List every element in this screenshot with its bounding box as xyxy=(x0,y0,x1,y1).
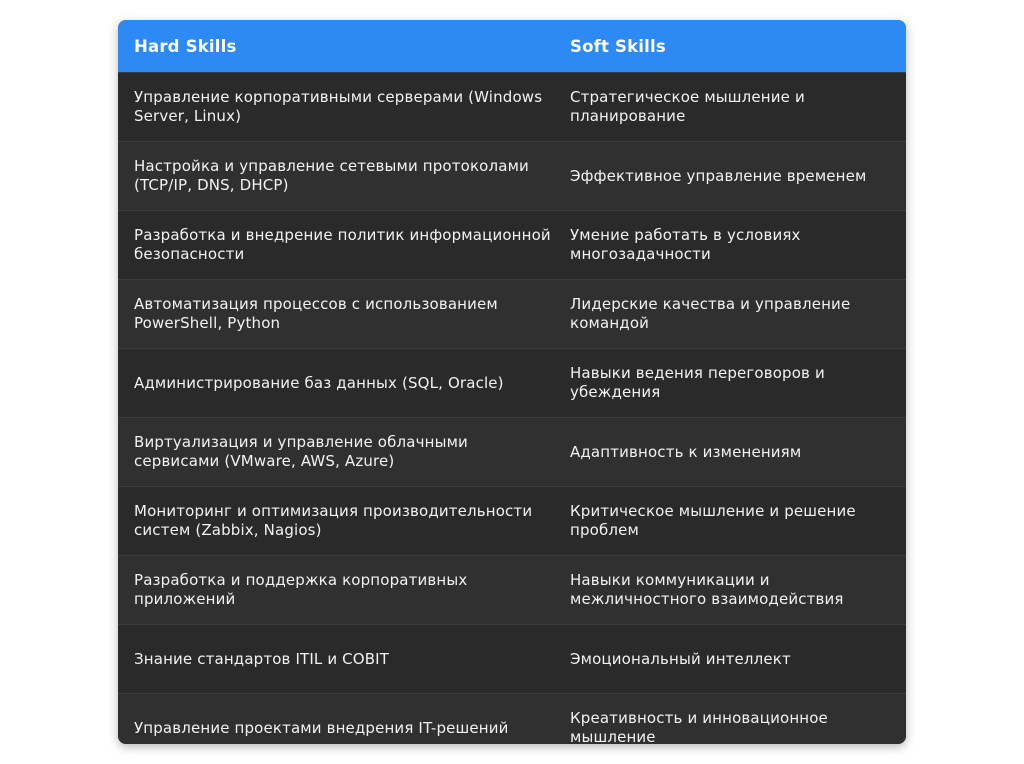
table-row xyxy=(118,693,906,744)
hard-skill-cell xyxy=(118,418,554,486)
hard-skill-text: Управление проектами внедрения IT-решений xyxy=(134,718,509,737)
soft-skill-cell xyxy=(554,487,906,555)
hard-skill-cell xyxy=(118,280,554,348)
table-row xyxy=(118,417,906,486)
soft-skill-cell xyxy=(554,625,906,693)
header-soft-skills: Soft Skills xyxy=(570,36,666,56)
table-row xyxy=(118,210,906,279)
table-header xyxy=(118,20,906,72)
hard-skill-text: Администрирование баз данных (SQL, Oracle) xyxy=(134,373,504,392)
soft-skill-text: Эффективное управление временем xyxy=(570,166,867,185)
soft-skill-cell xyxy=(554,280,906,348)
hard-skill-cell xyxy=(118,349,554,417)
table-row xyxy=(118,279,906,348)
soft-skill-text: Стратегическое мышление и планирование xyxy=(570,88,805,125)
hard-skill-text: Разработка и поддержка корпоративных приложений xyxy=(134,571,468,608)
hard-skill-cell xyxy=(118,556,554,624)
hard-skill-cell xyxy=(118,211,554,279)
hard-skill-text: Виртуализация и управление облачными сервисами (VMware, AWS, Azure) xyxy=(134,433,468,470)
table-row xyxy=(118,348,906,417)
skills-table xyxy=(118,20,906,744)
hard-skill-text: Настройка и управление сетевыми протоколами (TCP/IP, DNS, DHCP) xyxy=(134,157,529,194)
soft-skill-cell xyxy=(554,556,906,624)
hard-skill-text: Мониторинг и оптимизация производительности систем (Zabbix, Nagios) xyxy=(134,502,533,539)
soft-skill-text: Креативность и инновационное мышление xyxy=(570,709,828,744)
soft-skill-cell xyxy=(554,418,906,486)
soft-skill-text: Умение работать в условиях многозадачности xyxy=(570,226,801,263)
soft-skill-text: Эмоциональный интеллект xyxy=(570,649,791,668)
hard-skill-cell xyxy=(118,73,554,141)
hard-skill-cell xyxy=(118,625,554,693)
hard-skill-text: Знание стандартов ITIL и COBIT xyxy=(134,649,390,668)
soft-skill-cell xyxy=(554,142,906,210)
soft-skill-cell xyxy=(554,211,906,279)
soft-skill-text: Лидерские качества и управление командой xyxy=(570,295,851,332)
header-hard-skills: Hard Skills xyxy=(134,36,237,56)
soft-skill-text: Адаптивность к изменениям xyxy=(570,442,802,461)
hard-skill-text: Разработка и внедрение политик информационной безопасности xyxy=(134,226,551,263)
hard-skill-cell xyxy=(118,142,554,210)
soft-skill-text: Навыки ведения переговоров и убеждения xyxy=(570,364,825,401)
hard-skill-text: Автоматизация процессов с использованием PowerShell, Python xyxy=(134,295,498,332)
hard-skill-cell xyxy=(118,487,554,555)
table-row xyxy=(118,624,906,693)
hard-skill-text: Управление корпоративными серверами (Windows Server, Linux) xyxy=(134,88,543,125)
table-row xyxy=(118,555,906,624)
table-row xyxy=(118,72,906,141)
soft-skill-text: Критическое мышление и решение проблем xyxy=(570,502,856,539)
soft-skill-cell xyxy=(554,349,906,417)
soft-skill-cell xyxy=(554,694,906,744)
soft-skill-cell xyxy=(554,73,906,141)
soft-skill-text: Навыки коммуникации и межличностного взаимодействия xyxy=(570,571,844,608)
table-row xyxy=(118,141,906,210)
hard-skill-cell xyxy=(118,694,554,744)
table-row xyxy=(118,486,906,555)
